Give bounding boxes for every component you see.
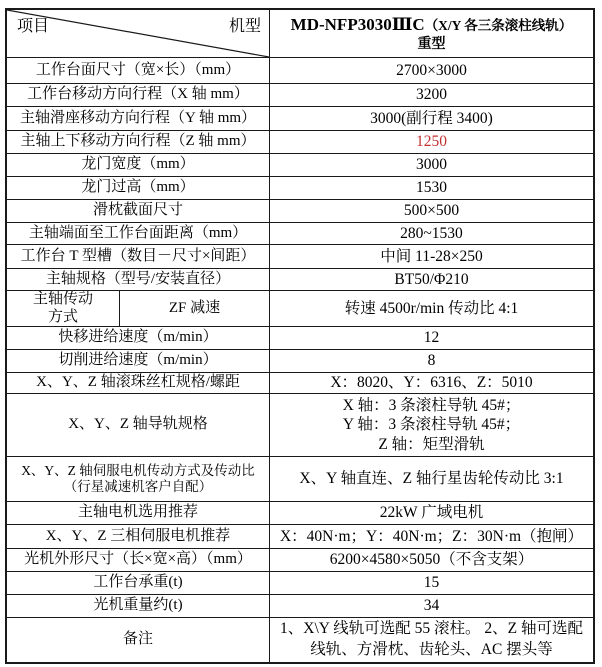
header-diagonal-cell	[7, 10, 270, 57]
spec-label: 工作台承重(t)	[7, 572, 270, 594]
spec-row	[7, 525, 593, 549]
spec-value: 转速 4500r/min 传动比 4:1	[344, 299, 519, 317]
spec-label: 工作台面尺寸（宽×长）（mm）	[7, 58, 270, 83]
spec-row	[7, 595, 593, 618]
spec-value: 22kW 广域电机	[379, 504, 484, 522]
spec-label: X、Y、Z 轴导轨规格	[7, 394, 270, 456]
spec-label: 龙门宽度（mm）	[7, 154, 270, 176]
spec-label: 滑枕截面尺寸	[7, 200, 270, 222]
spec-value: 1530	[416, 179, 447, 197]
spec-row	[7, 58, 593, 84]
header-model-label: 机型	[228, 18, 261, 35]
spec-label: 切削进给速度（m/min）	[7, 350, 270, 372]
header-item-label: 项目	[17, 18, 50, 35]
spec-label: 光机外形尺寸（长×宽×高）（mm）	[7, 549, 270, 571]
spec-value: BT50/Φ210	[394, 270, 469, 288]
spec-label: X、Y、Z 轴滚珠丝杠规格/螺距	[7, 373, 270, 393]
spec-value: 3000(副行程 3400)	[370, 109, 493, 127]
spec-value: 15	[423, 574, 440, 592]
spec-label: 龙门过高（mm）	[7, 177, 270, 199]
spec-value: 1、X\Y 线轨可选配 55 滚柱。 2、Z 轴可选配线轨、方滑枕、齿轮头、AC 摆头等	[280, 620, 583, 658]
spec-label-split	[7, 291, 270, 326]
spec-label: 主轴规格（型号/安装直径）	[7, 269, 270, 290]
spec-row	[7, 269, 593, 291]
header-row	[7, 10, 593, 58]
spec-label: 主轴滑座移动方向行程（Y 轴 mm）	[7, 107, 270, 130]
spec-value: 中间 11-28×250	[380, 247, 483, 265]
model-code: MD-NFP3030ⅢC	[290, 15, 425, 35]
spec-value: X、Y 轴直连、Z 轴行星齿轮传动比 3:1	[299, 470, 564, 488]
spec-row	[7, 223, 593, 245]
spec-row	[7, 549, 593, 572]
spec-value: 3200	[416, 86, 447, 104]
header-model-cell	[270, 10, 593, 57]
spec-table	[5, 8, 595, 664]
spec-value: X：8020、Y：6316、Z：5010	[330, 374, 533, 392]
spec-value: X：40N·m；Y：40N·m；Z：30N·m（抱闸）	[279, 527, 584, 545]
spec-value: 12	[423, 329, 440, 347]
model-title	[291, 13, 573, 35]
spec-label: 主轴上下移动方向行程（Z 轴 mm）	[7, 131, 270, 153]
spec-label: X、Y、Z 轴伺服电机传动方式及传动比 （行星减速机客户自配）	[7, 457, 270, 501]
spec-value: X 轴：3 条滚柱导轨 45#； Y 轴：3 条滚柱导轨 45#； Z 轴：矩型滑轨	[342, 396, 521, 453]
spec-row	[7, 327, 593, 350]
spec-row-spindle-drive	[7, 291, 593, 327]
model-note: （X/Y 各三条滚柱线轨）	[424, 18, 573, 34]
spec-label: 工作台移动方向行程（X 轴 mm）	[7, 84, 270, 106]
spec-label: X、Y、Z 三相伺服电机推荐	[7, 525, 270, 548]
spec-row	[7, 131, 593, 154]
spec-row	[7, 84, 593, 107]
spec-row	[7, 245, 593, 269]
spec-row	[7, 177, 593, 200]
spec-value: 2700×3000	[396, 61, 467, 79]
spec-label: 光机重量约(t)	[7, 595, 270, 617]
spec-row-guideways	[7, 394, 593, 457]
spindle-drive-label: 主轴传动 方式	[7, 291, 120, 326]
spindle-drive-sublabel: ZF 减速	[168, 299, 221, 316]
spec-row-remarks	[7, 618, 593, 662]
spec-row	[7, 350, 593, 373]
model-variant: 重型	[417, 36, 446, 52]
spec-label: 快移进给速度（m/min）	[7, 327, 270, 349]
spec-label: 主轴电机选用推荐	[7, 502, 270, 524]
spec-label: 主轴端面至工作台面距离（mm）	[7, 223, 270, 244]
spec-row	[7, 107, 593, 131]
spec-row	[7, 373, 593, 394]
spec-label: 备注	[7, 618, 270, 662]
spec-row	[7, 200, 593, 223]
spec-row	[7, 154, 593, 177]
spec-value: 34	[423, 597, 440, 615]
spec-label: 工作台 T 型槽（数目－尺寸×间距）	[7, 245, 270, 268]
spec-value: 500×500	[403, 202, 460, 220]
spec-value: 280~1530	[400, 224, 463, 242]
spec-row	[7, 502, 593, 525]
spec-value: 3000	[416, 156, 447, 174]
spec-value-highlighted: 1250	[416, 133, 447, 151]
spec-row	[7, 572, 593, 595]
spec-value: 8	[427, 352, 436, 370]
spec-value: 6200×4580×5050（不含支架）	[329, 551, 534, 569]
spec-row-servo-drive	[7, 457, 593, 502]
